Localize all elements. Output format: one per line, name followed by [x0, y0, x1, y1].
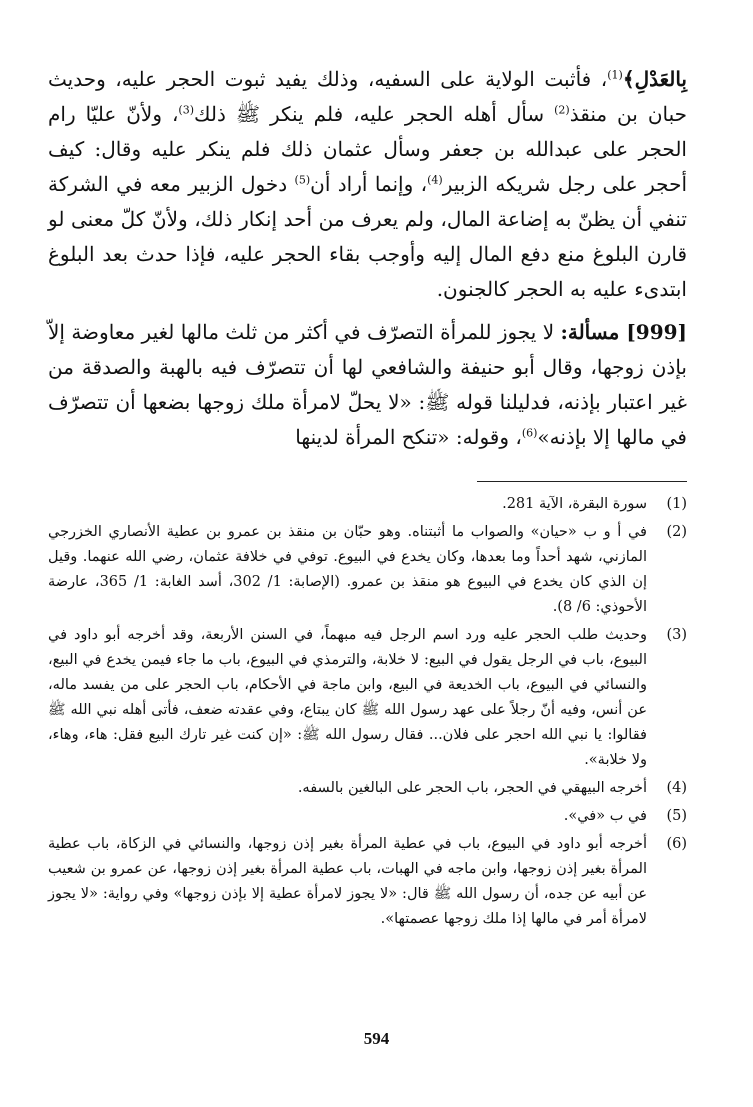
- footnote-text: أخرجه أبو داود في البيوع، باب في عطية المرأة بغير إذن زوجها، والنسائي في الزكاة، باب عطية المرأة بغير إذن زوجها، وابن ماجه في الهبات، باب عطية المرأة بغير إذن زوجها، عن عمرو بن شعيب عن أبيه عن جده، أن رسول الله ﷺ قال: «لا يجوز لامرأة عطية إلا بإذن زوجها» وفي رواية: «لا يجوز لامرأة أمر في مالها إذا ملك زوجها عصمتها».: [48, 836, 647, 927]
- text-run: ، وقوله: «تنكح المرأة لدينها: [295, 425, 522, 449]
- footnote-ref: (3): [178, 103, 195, 117]
- page-number: 594: [363, 1029, 390, 1048]
- footnote-divider: [477, 481, 687, 482]
- footnote: [48, 832, 687, 932]
- text-run: سأل أهله الحجر عليه، فلم ينكر ﷺ ذلك: [194, 102, 555, 126]
- footnote-text: وحديث طلب الحجر عليه ورد اسم الرجل فيه مبهماً، في السنن الأربعة، وقد أخرجه أبو داود في البيوع، باب في الرجل يقول في البيع: لا خلابة، والترمذي في البيوع، باب ما جاء فيمن يخدع في البيع، والنسائي في البيوع، باب الخديعة في البيع، وابن ماجة في الأحكام، باب الحجر على من يفسد ماله، عن أنس، وفيه أنّ رجلاً على عهد رسول الله ﷺ كان يبتاع، وفي عقدته ضعف، فأتى أهله نبي الله ﷺ فقالوا: يا نبي الله احجر على فلان... فقال رسول الله ﷺ: «إن كنت غير تارك البيع فقل: هاء، وهاء، ولا خلابة».: [48, 627, 647, 768]
- footnote: [48, 520, 687, 620]
- footnote-ref: (1): [607, 68, 623, 82]
- footnote-number: (4): [666, 780, 687, 796]
- footnote: [48, 776, 687, 801]
- footnote-ref: (2): [554, 103, 570, 117]
- footnote: [48, 492, 687, 517]
- footnote-number: (6): [666, 836, 687, 852]
- paragraph: [48, 62, 687, 307]
- quran-verse-end: بِالعَدْلِ﴾: [622, 67, 687, 91]
- footnote-number: (3): [666, 627, 687, 643]
- footnote-number: (5): [666, 808, 687, 824]
- footnote-ref: (4): [427, 173, 443, 187]
- text-run: ، فأثبت الولاية على السفيه، وذلك يفيد ثبوت الحجر عليه، وحديث حبان بن منقذ: [48, 67, 688, 126]
- footnote-ref: (6): [521, 426, 538, 440]
- footnote: [48, 623, 687, 773]
- footnotes: [48, 492, 687, 932]
- book-page: [48, 62, 687, 1067]
- footnote-text: سورة البقرة، الآية 281.: [502, 496, 647, 512]
- paragraph: [48, 315, 687, 455]
- issue-label: [999] مسألة:: [560, 320, 687, 344]
- footnote-text: أخرجه البيهقي في الحجر، باب الحجر على البالغين بالسفه.: [297, 780, 647, 796]
- footnote-number: (2): [666, 524, 687, 540]
- footnote: [48, 804, 687, 829]
- footnote-text: في ب «في».: [563, 808, 647, 824]
- footnote-number: (1): [666, 496, 687, 512]
- footnote-divider-wrap: [48, 455, 687, 492]
- text-run: ، ولأنّ عليّا رام الحجر على عبدالله بن جعفر وسأل عثمان ذلك فلم ينكر عليه وقال: كيف أحجر على رجل شريكه الزبير: [48, 102, 688, 196]
- text-run: دخول الزبير معه في الشركة تنفي أن يظنّ به إضاعة المال، ولم يعرف من أحد إنكار ذلك، ولأنّ كلّ معنى لو قارن البلوغ منع دفع المال إليه وأوجب بقاء الحجر عليه، فإذا حدث بعد البلوغ ابتدىء عليه به الحجر كالجنون.: [48, 172, 687, 301]
- footnote-ref: (5): [294, 173, 311, 187]
- main-text: [48, 62, 687, 455]
- footnote-text: في أ و ب «حيان» والصواب ما أثبتناه. وهو حبّان بن منقذ بن عمرو بن عطية الأنصاري الخزرجي المازني، شهد أحداً وما بعدها، وكان يخدع في البيوع. توفي في خلافة عثمان، رضي الله عنهما. وقيل إن الذي كان يخدع في البيوع هو منقذ بن عمرو. (الإصابة: 1/ 302، أسد الغابة: 1/ 365، عارضة الأحوذي: 6/ 8).: [48, 524, 648, 615]
- text-run: لا يجوز للمرأة التصرّف في أكثر من ثلث مالها لغير معاوضة إلاّ بإذن زوجها، وقال أبو حنيفة والشافعي لها أن تتصرّف فيه بالهبة والصدقة من غير اعتبار بإذنه، فدليلنا قوله ﷺ: «لا يحلّ لامرأة ملك زوجها بضعها أن تتصرّف في مالها إلا بإذنه»: [48, 320, 687, 449]
- text-run: ، وإنما أراد أن: [310, 172, 428, 196]
